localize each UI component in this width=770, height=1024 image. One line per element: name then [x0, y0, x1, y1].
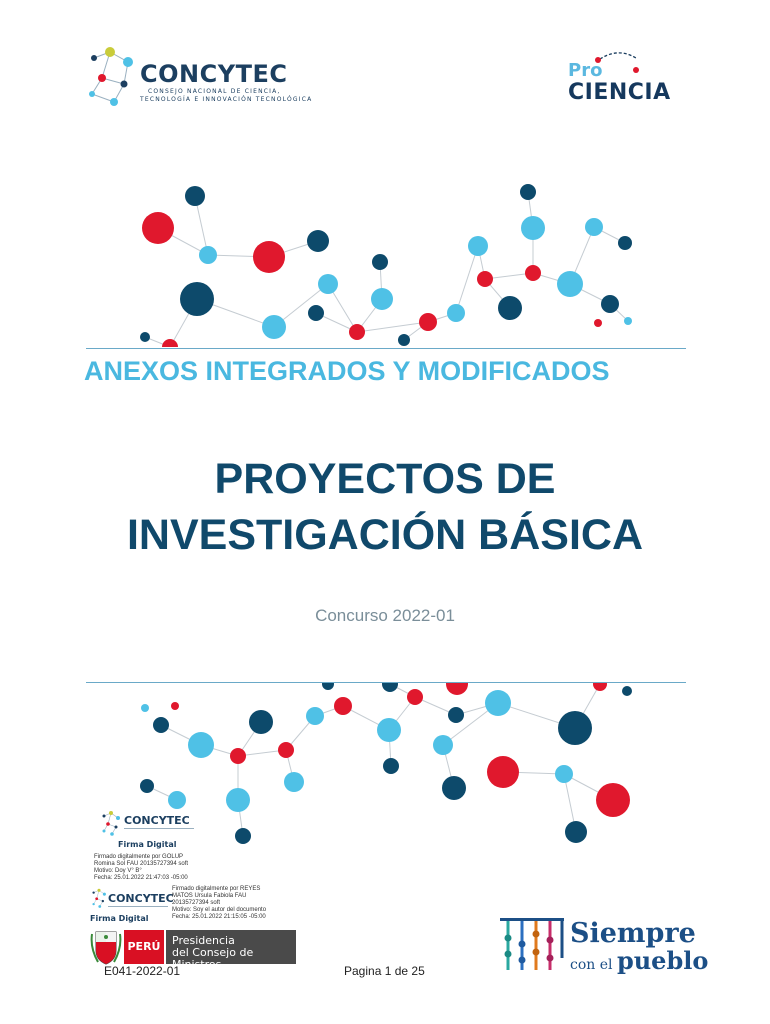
- signature-2-logo-name: CONCYTEC: [108, 892, 174, 905]
- signature-block-2: [88, 884, 288, 926]
- pcm-line-2: del Consejo de Ministros: [172, 946, 254, 971]
- document-code: E041-2022-01: [104, 964, 181, 978]
- concytec-subtitle-line2: TECNOLOGÍA E INNOVACIÓN TECNOLÓGICA: [140, 96, 313, 103]
- pcm-line-1: Presidencia: [172, 934, 235, 947]
- siempre-word: Siempre: [570, 918, 696, 949]
- signature-2-line-4: Motivo: Soy el autor del documento: [172, 907, 267, 913]
- signature-1-line-4: Fecha: 25.01.2022 21:47:03 -05:00: [94, 875, 188, 881]
- page-number: Pagina 1 de 25: [344, 964, 425, 978]
- concytec-subtitle-line1: CONSEJO NACIONAL DE CIENCIA,: [148, 88, 281, 95]
- top-divider: [86, 348, 686, 349]
- prociencia-logo: [566, 48, 696, 108]
- signature-1-logo-underline: [124, 828, 194, 829]
- signature-1-line-2: Romina Sol FAU 20135727394 soft: [94, 861, 189, 867]
- signature-2-line-1: Firmado digitalmente por REYES: [172, 886, 261, 892]
- signature-2-label: Firma Digital: [90, 914, 149, 923]
- pueblo-word: pueblo: [616, 946, 709, 975]
- concytec-wordmark: CONCYTEC: [140, 60, 288, 88]
- pcm-box: [166, 930, 296, 971]
- signature-2-logo-underline: [108, 906, 168, 907]
- concytec-logo: [84, 44, 314, 108]
- concytec-molecule-icon: [84, 44, 140, 108]
- signature-1-line-3: Motivo: Doy V° B°: [94, 868, 142, 874]
- contest-subtitle: Concurso 2022-01: [315, 606, 455, 625]
- prociencia-ciencia: CIENCIA: [568, 80, 671, 105]
- concytec-small-molecule-icon: [100, 810, 122, 836]
- con-el-word: con el: [570, 957, 613, 973]
- top-molecule-illustration: [0, 175, 770, 350]
- prociencia-pro: Pro: [568, 60, 603, 81]
- concytec-small-molecule-icon-2: [90, 888, 108, 908]
- signature-2-line-5: Fecha: 25.01.2022 21:15:05 -05:00: [172, 914, 266, 920]
- signature-block-1: [92, 806, 222, 886]
- signature-2-line-2: MATOS Ursula Fabiola FAU: [172, 893, 247, 899]
- title-line-1: PROYECTOS DE: [214, 455, 556, 503]
- knotted-ropes-icon: [498, 914, 568, 974]
- signature-1-line-1: Firmado digitalmente por GOLUP: [94, 854, 184, 860]
- peru-coat-of-arms-icon: [90, 928, 122, 966]
- signature-1-label: Firma Digital: [118, 840, 177, 849]
- signature-2-line-3: 20135727394 soft: [172, 900, 221, 906]
- siempre-second-line: [570, 946, 708, 975]
- siempre-con-el-pueblo-logo: [498, 912, 709, 976]
- title-line-2: INVESTIGACIÓN BÁSICA: [126, 511, 644, 559]
- annex-heading: ANEXOS INTEGRADOS Y MODIFICADOS: [84, 356, 610, 386]
- signature-1-logo-name: CONCYTEC: [124, 814, 190, 827]
- peru-label: PERÚ: [124, 930, 164, 964]
